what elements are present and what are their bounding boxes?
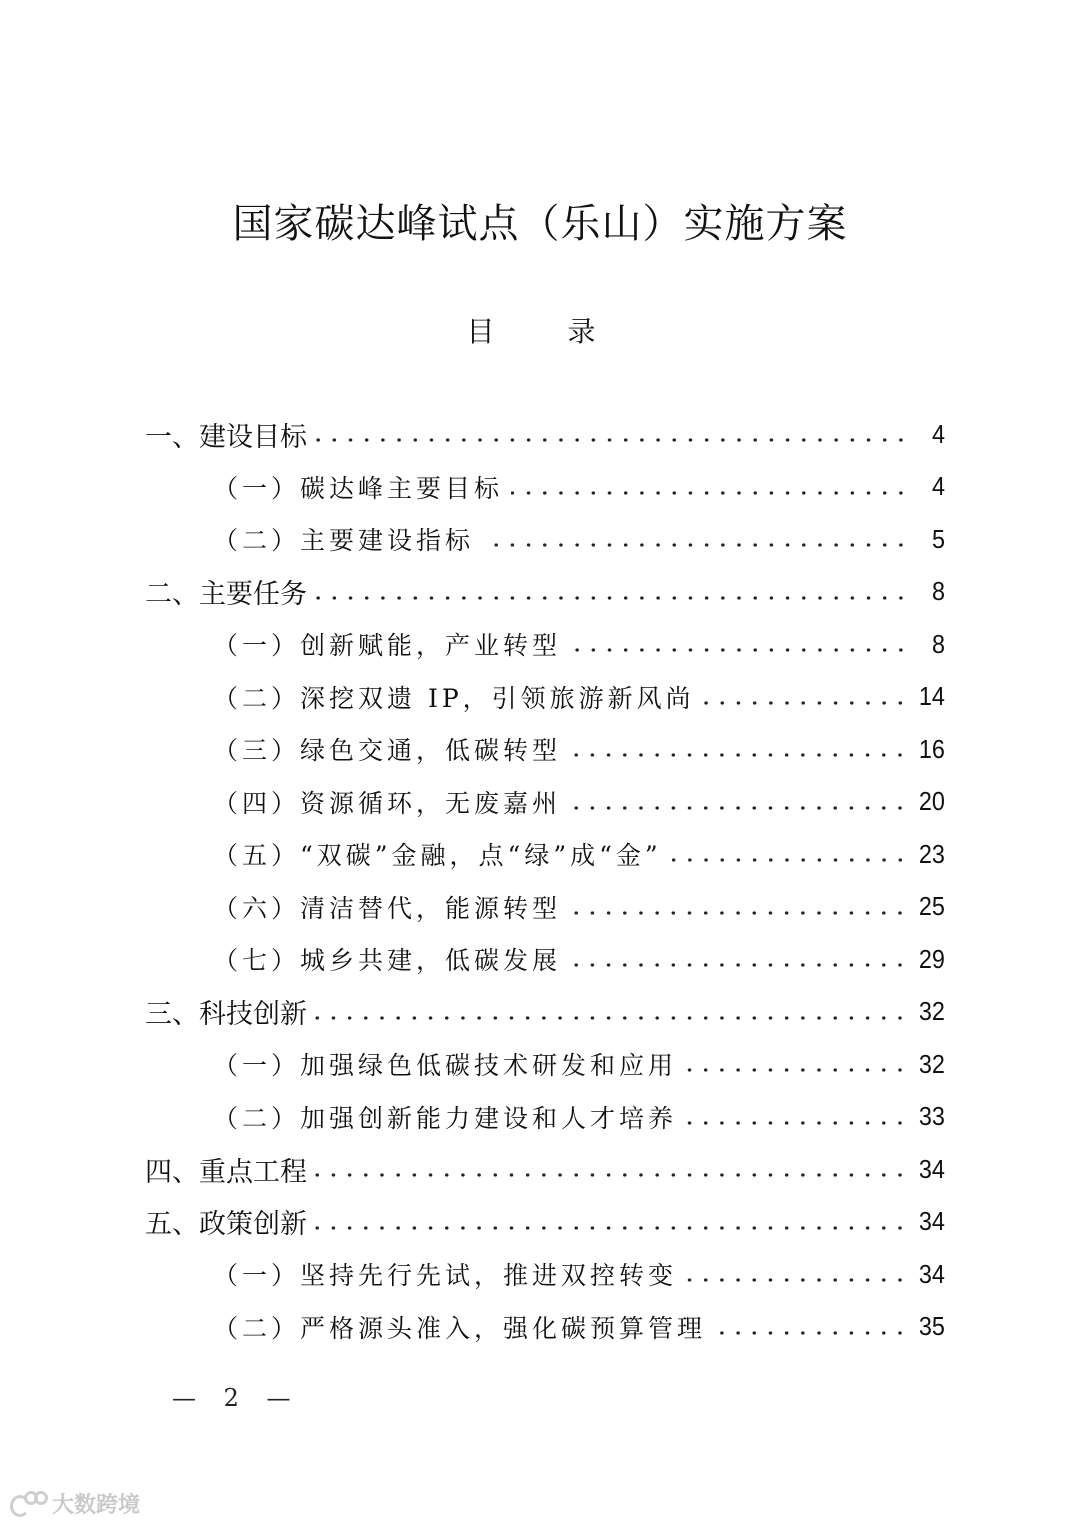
watermark-text: 大数跨境 xyxy=(52,1493,141,1518)
toc-entry-page: 34 xyxy=(918,1206,945,1237)
toc-entry-page: 33 xyxy=(918,1101,945,1132)
toc-entry-label: （二）主要建设指标 xyxy=(213,526,475,556)
document-title: 国家碳达峰试点（乐山）实施方案 xyxy=(232,201,848,247)
toc-entry-page: 14 xyxy=(918,681,945,712)
toc-heading: 目 录 xyxy=(466,315,628,348)
toc-entry xyxy=(145,618,945,671)
toc-entry xyxy=(145,461,945,514)
table-of-contents xyxy=(145,408,945,1353)
dot-leader xyxy=(685,1068,908,1072)
toc-entry-label: （三）绿色交通，低碳转型 xyxy=(213,736,562,766)
toc-entry-page: 25 xyxy=(918,891,945,922)
toc-entry-page: 5 xyxy=(931,523,945,554)
dot-leader xyxy=(685,1121,908,1125)
dot-leader xyxy=(569,911,908,915)
toc-entry-label: （二）深挖双遗 IP，引领旅游新风尚 xyxy=(213,683,695,713)
dot-leader xyxy=(569,753,908,757)
toc-entry-label: （一）创新赋能，产业转型 xyxy=(213,631,562,661)
dot-leader xyxy=(569,963,908,967)
toc-entry xyxy=(145,671,945,724)
toc-entry xyxy=(145,881,945,934)
dot-leader xyxy=(511,491,909,495)
dot-leader xyxy=(685,1278,908,1282)
toc-entry-page: 8 xyxy=(931,628,945,659)
toc-entry-page: 34 xyxy=(918,1258,945,1289)
toc-entry-label: （一）碳达峰主要目标 xyxy=(213,473,504,503)
dot-leader xyxy=(703,701,908,705)
toc-entry-page: 32 xyxy=(918,1048,945,1079)
dot-leader xyxy=(315,1173,908,1177)
toc-entry-label: （二）严格源头准入，强化碳预算管理 xyxy=(213,1313,707,1343)
toc-entry xyxy=(145,986,945,1039)
toc-entry-label: （二）加强创新能力建设和人才培养 xyxy=(213,1103,678,1133)
dot-leader xyxy=(714,1331,908,1335)
dot-leader xyxy=(482,543,909,547)
toc-entry-page: 8 xyxy=(931,576,945,607)
toc-entry-page: 4 xyxy=(931,418,945,449)
toc-entry-label: 四、重点工程 xyxy=(145,1156,307,1188)
dot-leader xyxy=(670,858,908,862)
toc-entry-label: 二、主要任务 xyxy=(145,579,307,611)
toc-entry-label: 三、科技创新 xyxy=(145,999,307,1031)
toc-entry-page: 35 xyxy=(918,1311,945,1342)
toc-entry-page: 4 xyxy=(931,471,945,502)
watermark xyxy=(10,1488,140,1519)
page-number: — 2 — xyxy=(172,1384,301,1412)
toc-entry-label: （四）资源循环，无废嘉州 xyxy=(213,788,562,818)
dot-leader xyxy=(315,438,909,442)
toc-entry-page: 34 xyxy=(918,1153,945,1184)
toc-entry xyxy=(145,1196,945,1249)
dot-leader xyxy=(315,1016,908,1020)
toc-entry-page: 29 xyxy=(918,943,945,974)
toc-entry-label: （一）加强绿色低碳技术研发和应用 xyxy=(213,1051,678,1081)
toc-entry xyxy=(145,1248,945,1301)
toc-entry xyxy=(145,1143,945,1196)
toc-entry xyxy=(145,723,945,776)
toc-entry-page: 20 xyxy=(918,786,945,817)
dot-leader xyxy=(315,596,909,600)
toc-entry-page: 32 xyxy=(918,996,945,1027)
toc-entry-page: 16 xyxy=(918,733,945,764)
toc-entry-label: 五、政策创新 xyxy=(145,1209,307,1241)
toc-entry xyxy=(145,566,945,619)
toc-entry xyxy=(145,1091,945,1144)
toc-entry xyxy=(145,828,945,881)
dot-leader xyxy=(315,1226,908,1230)
toc-entry xyxy=(145,776,945,829)
toc-entry-label: 一、建设目标 xyxy=(145,421,307,453)
toc-entry xyxy=(145,408,945,461)
toc-entry xyxy=(145,933,945,986)
toc-entry-page: 23 xyxy=(918,838,945,869)
dot-leader xyxy=(569,806,908,810)
toc-entry-label: （一）坚持先行先试，推进双控转变 xyxy=(213,1261,678,1291)
toc-entry xyxy=(145,1038,945,1091)
toc-entry-label: （七）城乡共建，低碳发展 xyxy=(213,946,562,976)
toc-entry-label: （六）清洁替代，能源转型 xyxy=(213,893,562,923)
toc-entry-label: （五）“双碳”金融，点“绿”成“金” xyxy=(213,841,662,871)
toc-entry xyxy=(145,513,945,566)
dot-leader xyxy=(569,648,909,652)
toc-entry xyxy=(145,1301,945,1354)
logo-icon xyxy=(10,1491,48,1517)
